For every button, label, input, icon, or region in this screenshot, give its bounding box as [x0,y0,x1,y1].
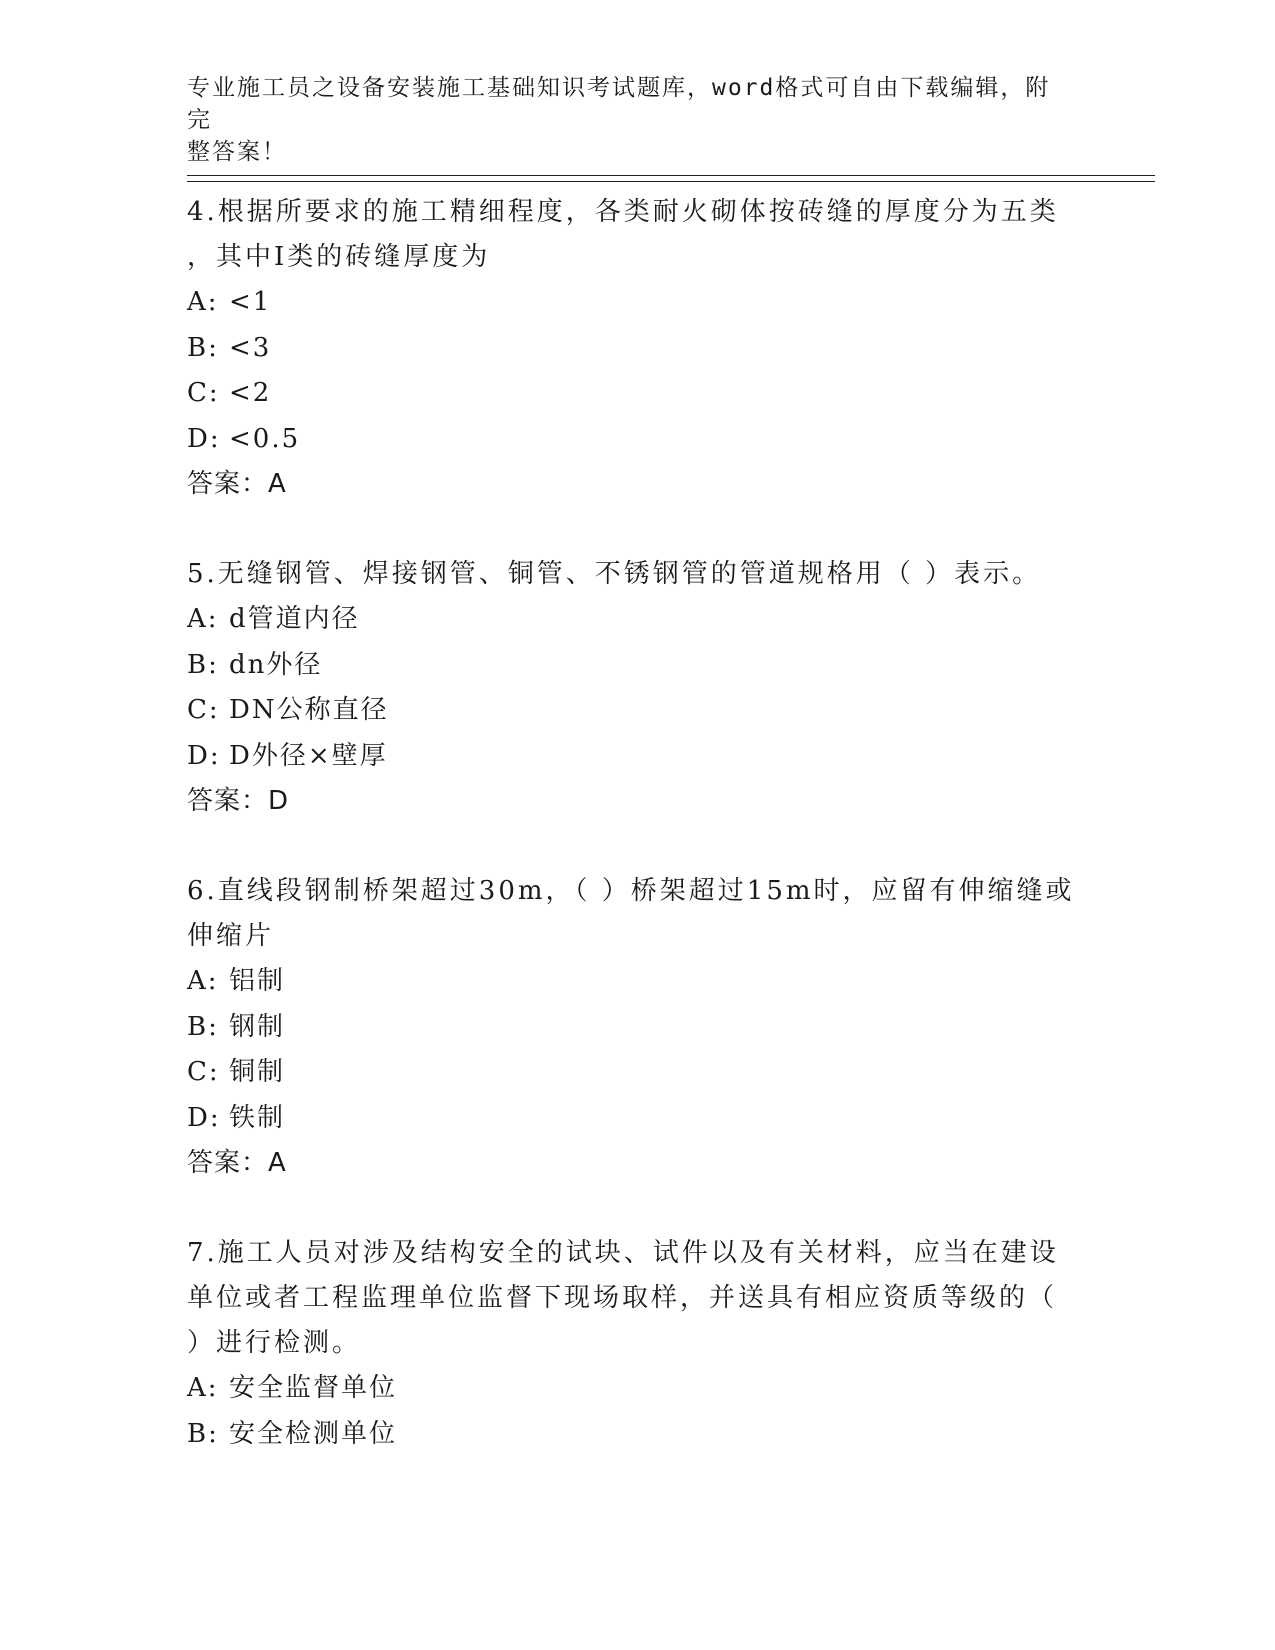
option-letter: B: [187,1011,219,1042]
header-rule-top [187,175,1155,176]
option-letter: D: [187,1102,221,1133]
question-spacer [187,1186,1087,1231]
option-letter: D: [187,740,221,771]
option-a [187,1366,1087,1412]
option-letter: B: [187,649,219,680]
answer-line: 答案：D [187,786,290,816]
option-a [187,597,1087,643]
option-c [187,371,1087,417]
question-text-line: 单位或者工程监理单位监督下现场取样，并送具有相应资质等级的（ [187,1283,1058,1313]
option-d [187,1096,1087,1142]
option-text: 铁制 [229,1102,286,1133]
option-d [187,417,1087,463]
question-text-line: 6.直线段钢制桥架超过30m，（ ）桥架超过15m时，应留有伸缩缝或 [187,876,1075,906]
option-text: DN公称直径 [229,695,389,725]
question-spacer [187,824,1087,869]
option-text: 铝制 [229,966,286,996]
option-letter: A: [187,604,219,634]
question-7 [187,1231,1087,1457]
option-text: d管道内径 [229,604,360,634]
option-text: <3 [229,332,272,363]
option-b [187,1412,1087,1458]
option-letter: C: [187,695,220,725]
option-a [187,959,1087,1005]
option-letter: C: [187,378,220,408]
document-header [187,72,1067,168]
option-letter: A: [187,287,219,317]
question-5 [187,552,1087,824]
option-d [187,734,1087,780]
option-text: dn外径 [229,649,323,680]
header-line-2: 整答案！ [187,139,287,165]
question-text-line: 4.根据所要求的施工精细程度，各类耐火砌体按砖缝的厚度分为五类 [187,197,1059,227]
option-b [187,326,1087,372]
option-letter: D: [187,423,221,454]
option-text: <2 [229,378,272,408]
question-text-line: 7.施工人员对涉及结构安全的试块、试件以及有关材料，应当在建设 [187,1238,1059,1268]
option-text: 铜制 [229,1057,286,1087]
answer-line: 答案：A [187,469,287,499]
option-letter: C: [187,1057,220,1087]
option-text: 安全监督单位 [229,1373,398,1403]
question-6 [187,869,1087,1186]
question-text-line: ）进行检测。 [187,1328,362,1358]
option-text: 安全检测单位 [229,1418,398,1449]
option-b [187,643,1087,689]
question-spacer [187,507,1087,552]
option-a [187,280,1087,326]
option-c [187,1050,1087,1096]
question-text-line: 伸缩片 [187,921,275,951]
option-text: D外径×壁厚 [229,740,388,771]
option-text: <1 [229,287,272,317]
header-rule-bottom [187,181,1155,182]
header-line-1: 专业施工员之设备安装施工基础知识考试题库，word格式可自由下载编辑，附完 [187,75,1051,133]
answer-line: 答案：A [187,1148,287,1178]
option-c [187,688,1087,734]
option-b [187,1005,1087,1051]
question-list [187,190,1087,1457]
option-letter: A: [187,1373,219,1403]
option-letter: A: [187,966,219,996]
option-letter: B: [187,332,219,363]
option-text: 钢制 [229,1011,286,1042]
question-text-line: ，其中Ⅰ类的砖缝厚度为 [187,242,491,272]
question-text-line: 5.无缝钢管、焊接钢管、铜管、不锈钢管的管道规格用（ ）表示。 [187,559,1042,589]
question-4 [187,190,1087,507]
option-text: <0.5 [229,423,301,454]
option-letter: B: [187,1418,219,1449]
